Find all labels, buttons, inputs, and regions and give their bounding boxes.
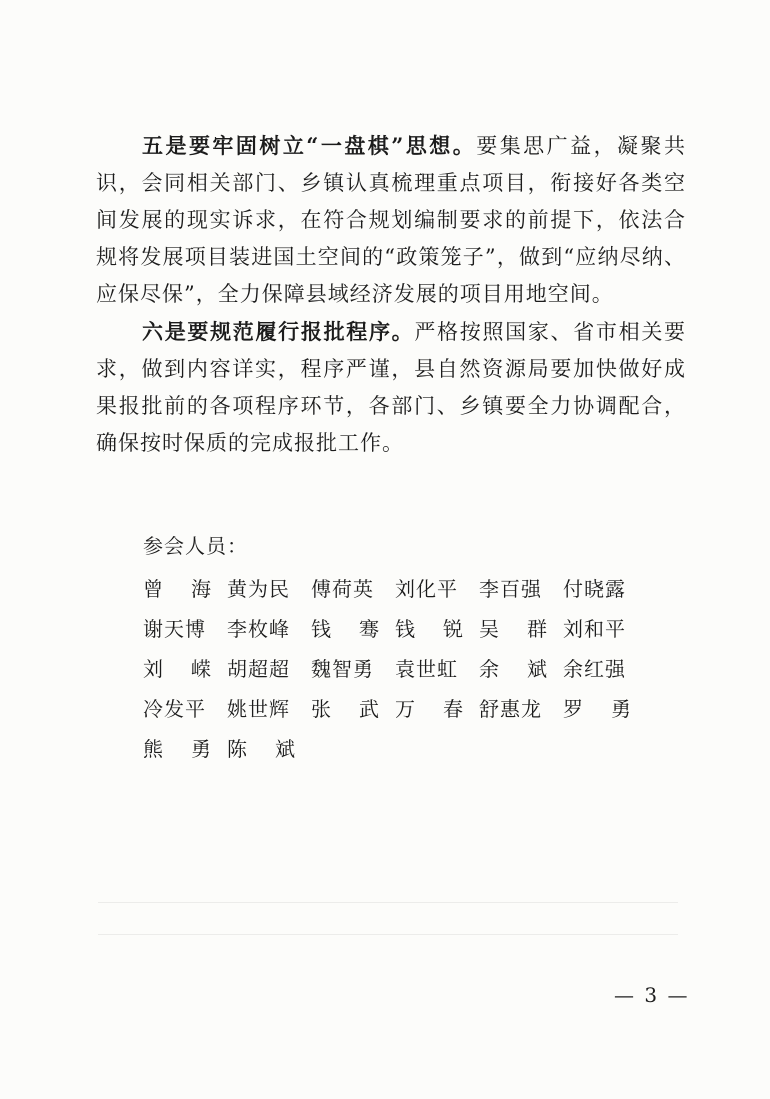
attendee-name: 余红强 xyxy=(563,656,626,681)
attendee-name: 舒惠龙 xyxy=(479,696,542,721)
attendee-name: 万 春 xyxy=(395,696,463,721)
attendee-name: 傅荷英 xyxy=(311,576,374,601)
attendee-row xyxy=(143,727,663,767)
attendee-name: 刘 嵘 xyxy=(143,656,211,681)
attendee-name: 刘化平 xyxy=(395,576,458,601)
faint-divider xyxy=(98,934,678,935)
attendee-name: 冷发平 xyxy=(143,696,206,721)
paragraph-body: 严格按照国家、省市相关要求，做到内容详实，程序严谨，县自然资源局要加快做好成果报批前的各项程序环节，各部门、乡镇要全力协调配合，确保按时保质的完成报批工作。 xyxy=(96,320,687,455)
attendee-name: 胡超超 xyxy=(227,656,290,681)
paragraph-lead: 五是要牢固树立“一盘棋”思想。 xyxy=(142,133,477,158)
attendee-name: 钱 骞 xyxy=(311,616,379,641)
attendee-name: 姚世辉 xyxy=(227,696,290,721)
attendee-name: 吴 群 xyxy=(479,616,547,641)
attendee-name: 李百强 xyxy=(479,576,542,601)
paragraph-five xyxy=(96,127,686,313)
paragraph-lead: 六是要规范履行报批程序。 xyxy=(142,319,415,344)
attendee-name: 陈 斌 xyxy=(227,736,295,761)
attendee-name: 钱 锐 xyxy=(395,616,463,641)
attendee-name: 李枚峰 xyxy=(227,616,290,641)
attendee-name: 罗 勇 xyxy=(563,696,631,721)
attendees-list xyxy=(143,567,663,767)
attendee-name: 余 斌 xyxy=(479,656,547,681)
attendee-name: 黄为民 xyxy=(227,576,290,601)
attendee-row xyxy=(143,567,663,607)
faint-divider xyxy=(98,902,678,903)
attendee-row xyxy=(143,687,663,727)
attendee-name: 付晓露 xyxy=(563,576,626,601)
attendee-row xyxy=(143,647,663,687)
paragraph-body: 要集思广益，凝聚共识，会同相关部门、乡镇认真梳理重点项目，衔接好各类空间发展的现实诉求，在符合规划编制要求的前提下，依法合规将发展项目装进国土空间的“政策笼子”，做到“应纳尽纳、应保尽保”，全力保障县域经济发展的项目用地空间。 xyxy=(96,134,686,306)
attendee-row xyxy=(143,607,663,647)
attendee-name: 袁世虹 xyxy=(395,656,458,681)
attendee-name: 魏智勇 xyxy=(311,656,374,681)
attendee-name: 张 武 xyxy=(311,696,379,721)
page-number: — 3 — xyxy=(614,983,690,1007)
attendee-name: 熊 勇 xyxy=(143,736,211,761)
attendee-name: 曾 海 xyxy=(143,576,211,601)
attendee-name: 谢天博 xyxy=(143,616,206,641)
paragraph-six xyxy=(96,313,686,462)
attendees-label: 参会人员： xyxy=(143,534,248,558)
attendee-name: 刘和平 xyxy=(563,616,626,641)
